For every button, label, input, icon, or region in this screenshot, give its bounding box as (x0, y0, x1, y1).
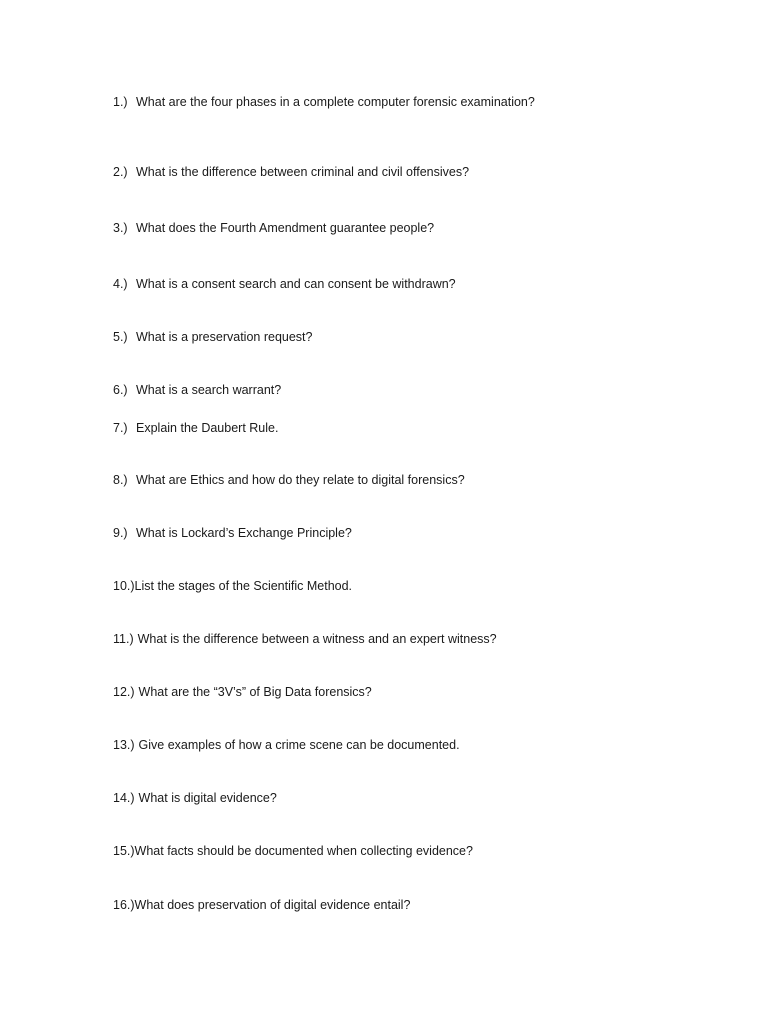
question-text: What is the difference between criminal and civil offensives? (136, 165, 470, 179)
question-number: 5.) (113, 330, 128, 344)
question-number: 1.) (113, 95, 128, 109)
question-text: What are the “3V’s” of Big Data forensics? (138, 685, 372, 699)
question-text: What is the difference between a witness and an expert witness? (137, 632, 497, 646)
question-1 (113, 94, 535, 110)
question-number: 14.) (113, 791, 135, 805)
question-6 (113, 382, 281, 398)
question-number: 12.) (113, 685, 135, 699)
question-4 (113, 276, 456, 292)
question-16 (113, 897, 410, 913)
question-number: 8.) (113, 473, 128, 487)
question-text: What is a consent search and can consent be withdrawn? (136, 277, 456, 291)
question-text: Explain the Daubert Rule. (136, 421, 279, 435)
question-text: What is a preservation request? (136, 330, 313, 344)
question-9 (113, 525, 352, 541)
question-13 (113, 737, 460, 753)
question-2 (113, 164, 469, 180)
question-text: What is Lockard’s Exchange Principle? (136, 526, 352, 540)
question-text: Give examples of how a crime scene can be documented. (138, 738, 460, 752)
question-text: What are Ethics and how do they relate to digital forensics? (136, 473, 465, 487)
question-text: List the stages of the Scientific Method. (134, 579, 353, 593)
question-number: 4.) (113, 277, 128, 291)
question-10 (113, 578, 352, 594)
question-text: What is a search warrant? (136, 383, 282, 397)
question-15 (113, 843, 473, 859)
question-text: What is digital evidence? (138, 791, 277, 805)
question-number: 16.) (113, 898, 135, 912)
question-text: What are the four phases in a complete computer forensic examination? (136, 95, 535, 109)
question-3 (113, 220, 434, 236)
question-number: 6.) (113, 383, 128, 397)
question-number: 3.) (113, 221, 128, 235)
question-number: 11.) (113, 632, 134, 646)
question-7 (113, 420, 278, 436)
question-text: What facts should be documented when collecting evidence? (134, 844, 473, 858)
question-text: What does the Fourth Amendment guarantee people? (136, 221, 435, 235)
question-number: 10.) (113, 579, 135, 593)
question-number: 15.) (113, 844, 135, 858)
question-5 (113, 329, 312, 345)
question-number: 7.) (113, 421, 128, 435)
question-text: What does preservation of digital evidence entail? (134, 898, 411, 912)
question-14 (113, 790, 277, 806)
question-12 (113, 684, 372, 700)
question-8 (113, 472, 465, 488)
question-number: 2.) (113, 165, 128, 179)
question-11 (113, 631, 497, 647)
question-number: 13.) (113, 738, 135, 752)
question-number: 9.) (113, 526, 128, 540)
